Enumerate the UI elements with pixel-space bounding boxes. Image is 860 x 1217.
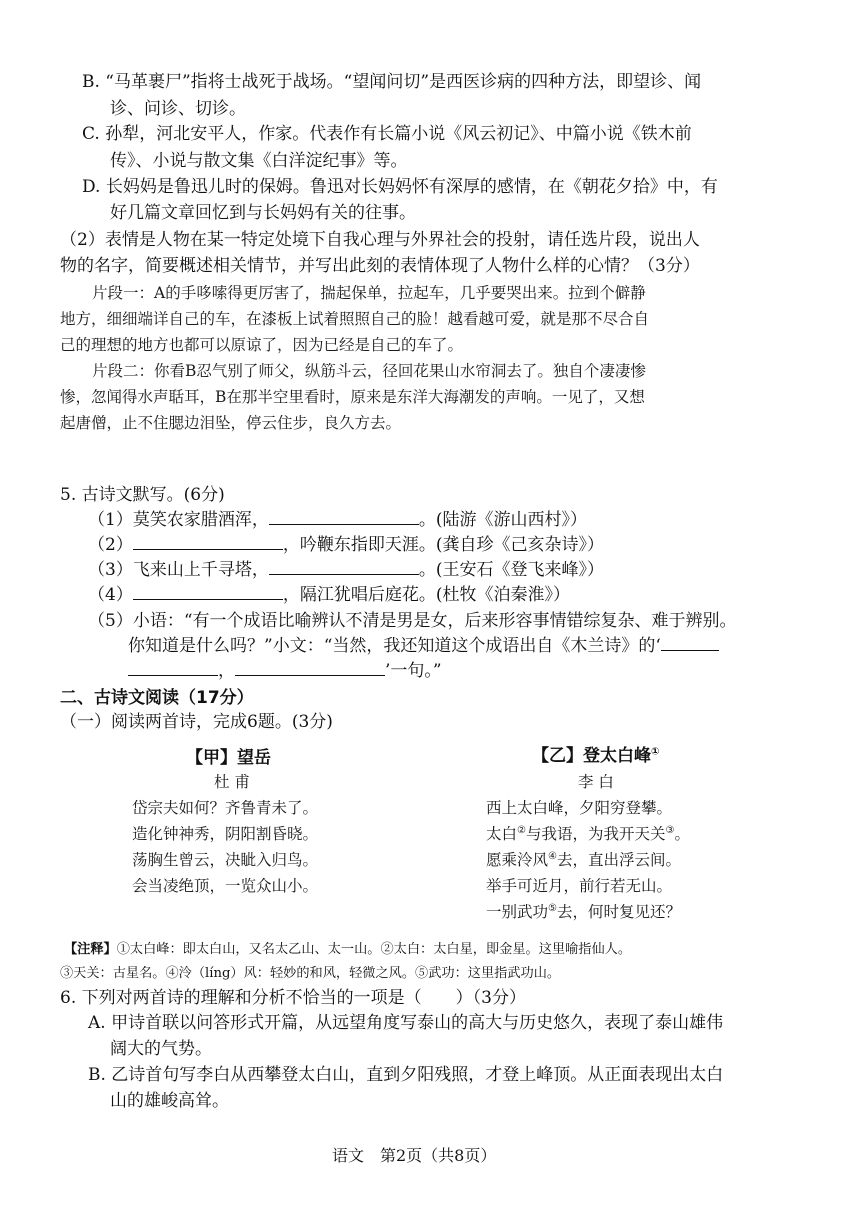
section-subheading: （一）阅读两首诗，完成6题。(3分) xyxy=(60,712,333,732)
notes-label: 【注释】 xyxy=(64,942,117,957)
passage1-line2: 地方，细细端详自己的车，在漆板上试着照照自己的脸！越看越可爱，就是那不尽合自 xyxy=(60,310,650,328)
poem-yi-author: 李 白 xyxy=(578,773,614,791)
passage1-line1: 片段一：A的手哆嗦得更厉害了，揣起保单，拉起车，几乎要哭出来。拉到个僻静 xyxy=(92,284,646,302)
poem-jia-line: 会当凌绝顶，一览众山小。 xyxy=(132,877,319,895)
passage2-line1: 片段二：你看B忍气别了师父，纵筋斗云，径回花果山水帘洞去了。独自个凄凄惨 xyxy=(92,362,646,380)
section-heading: 二、古诗文阅读（17分） xyxy=(60,688,254,708)
notes-line2: ③天关：古星名。④泠（líng）风：轻妙的和风，轻微之风。⑤武功：这里指武功山。 xyxy=(60,966,561,981)
option-c-line2: 传》、小说与散文集《白洋淀纪事》等。 xyxy=(110,151,408,171)
passage2-line3: 起唐僧，止不住腮边泪坠，停云住步，良久方去。 xyxy=(60,414,402,432)
poem-jia-title: 【甲】望岳 xyxy=(186,748,271,768)
q5-title: 5. 古诗文默写。(6分) xyxy=(60,485,225,505)
answer-blank[interactable] xyxy=(133,533,283,550)
poem-yi-line: 愿乘泠风④去，直出浮云间。 xyxy=(486,850,681,869)
answer-blank[interactable] xyxy=(133,583,283,600)
poem-yi-line: 西上太白峰，夕阳穷登攀。 xyxy=(486,799,673,817)
poem-jia-author: 杜 甫 xyxy=(214,773,250,791)
q6-stem: 6. 下列对两首诗的理解和分析不恰当的一项是（ ）（3分） xyxy=(60,988,526,1008)
q4-2-stem-line1: （2）表情是人物在某一特定处境下自我心理与外界社会的投射，请任选片段，说出人 xyxy=(60,230,700,250)
poem-yi-line: 太白②与我语，为我开天关③。 xyxy=(486,824,690,843)
answer-blank[interactable] xyxy=(269,508,419,525)
poem-yi-line: 举手可近月，前行若无山。 xyxy=(486,877,673,895)
answer-blank[interactable] xyxy=(235,659,385,676)
page-footer: 语文 第2页（共8页） xyxy=(332,1146,497,1165)
poem-jia-line: 荡胸生曾云，决眦入归鸟。 xyxy=(132,851,319,869)
option-b-line1: B. “马革裹尸”指将士战死于战场。“望闻问切”是西医诊病的四种方法，即望诊、闻 xyxy=(82,72,702,92)
notes-line1: 【注释】①太白峰：即太白山，又名太乙山、太一山。②太白：太白星，即金星。这里喻指仙人。 xyxy=(64,942,632,957)
q5-item3: （3）飞来山上千寻塔， 。(王安石《登飞来峰》） xyxy=(88,560,604,580)
q4-2-stem-line2: 物的名字，简要概述相关情节，并写出此刻的表情体现了人物什么样的心情？（3分） xyxy=(60,256,700,276)
q5-item1: （1）莫笑农家腊酒浑， 。(陆游《游山西村》） xyxy=(88,510,587,530)
passage1-line3: 己的理想的地方也都可以原谅了，因为已经是自己的车了。 xyxy=(60,336,464,354)
poem-yi-title: 【乙】登太白峰① xyxy=(532,746,660,766)
q6-option-b-line1: B. 乙诗首句写李白从西攀登太白山，直到夕阳残照，才登上峰顶。从正面表现出太白 xyxy=(88,1065,724,1085)
q5-item5-line1: （5）小语：“有一个成语比喻辨认不清是男是女，后来形容事情错综复杂、难于辨别。 xyxy=(88,611,737,631)
poem-jia-line: 造化钟神秀，阴阳割昏晓。 xyxy=(132,825,319,843)
option-d-line1: D. 长妈妈是鲁迅儿时的保姆。鲁迅对长妈妈怀有深厚的感情，在《朝花夕拾》中，有 xyxy=(82,177,718,197)
q6-option-a-line2: 阔大的气势。 xyxy=(110,1039,212,1059)
poem-yi-line: 一别武功⑤去，何时复见还？ xyxy=(486,902,681,921)
answer-blank[interactable] xyxy=(128,659,218,676)
q6-option-b-line2: 山的雄峻高耸。 xyxy=(110,1091,229,1111)
option-c-line1: C. 孙犁，河北安平人，作家。代表作有长篇小说《风云初记》、中篇小说《铁木前 xyxy=(82,124,692,144)
q6-option-a-line1: A. 甲诗首联以问答形式开篇，从远望角度写泰山的高大与历史悠久，表现了泰山雄伟 xyxy=(88,1013,724,1033)
answer-blank[interactable] xyxy=(269,558,419,575)
passage2-line2: 惨，忽闻得水声聒耳，B在那半空里看时，原来是东洋大海潮发的声响。一见了，又想 xyxy=(60,388,645,406)
option-d-line2: 好几篇文章回忆到与长妈妈有关的往事。 xyxy=(110,203,416,223)
q5-item4: （4） ，隔江犹唱后庭花。(杜牧《泊秦淮》） xyxy=(88,585,570,605)
option-b-line2: 诊、问诊、切诊。 xyxy=(110,99,246,119)
poem-jia-line: 岱宗夫如何？齐鲁青未了。 xyxy=(132,799,319,817)
q5-item5-line3: ， ’一句。” xyxy=(128,659,442,683)
q5-item5-line2: 你知道是什么吗？”小文：“当然，我还知道这个成语出自《木兰诗》的‘ xyxy=(128,634,719,658)
q5-item2: （2） ，吟鞭东指即天涯。(龚自珍《己亥杂诗》） xyxy=(88,535,604,555)
answer-blank[interactable] xyxy=(661,634,719,651)
